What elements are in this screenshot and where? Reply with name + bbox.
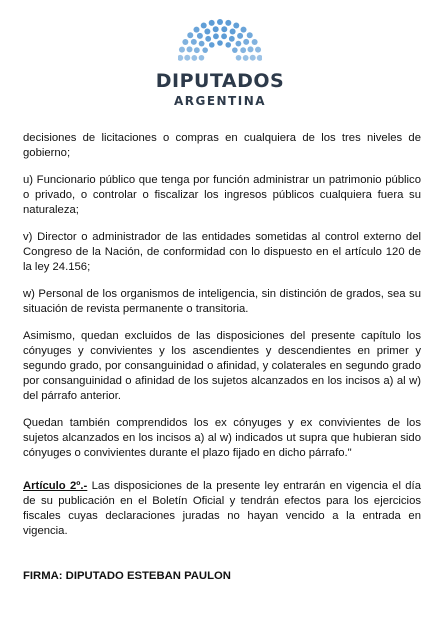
document-body [23, 131, 421, 596]
paragraph: decisiones de licitaciones o compras en cualquiera de los tres niveles de gobierno; [23, 132, 421, 159]
paragraph: w) Personal de los organismos de inteligencia, sin distinción de grados, sea su situación de revista permanente o transitoria. [23, 288, 421, 315]
paragraph: Asimismo, quedan excluidos de las disposiciones del presente capítulo los cónyuges y convivientes y los ascendientes y descendientes en primer y segundo grado, por consanguinidad o afinidad, y colaterales en segundo grado por consanguinidad o afinidad de los sujetos alcanzados en los incisos a) al w) del párrafo anterior. [23, 330, 421, 402]
paragraph: Quedan también comprendidos los ex cónyuges y ex convivientes de los sujetos alcanzados en los incisos a) al w) indicados ut supra que hubieran sido cónyuges o convivientes durante el plazo fijado en dicho párrafo." [23, 417, 421, 459]
logo-subtitle: ARGENTINA [173, 94, 267, 108]
article-text: Las disposiciones de la presente ley entrarán en vigencia el día de su publicación en el Boletín Oficial y tendrán efectos para los ejercicios fiscales cuyas declaraciones juradas no hayan vencido a la entrada en vigencia. [23, 480, 421, 537]
hemicycle-icon [178, 16, 262, 64]
logo-title: DIPUTADOS [155, 70, 285, 92]
article-2 [23, 479, 421, 539]
chamber-logo [0, 4, 440, 114]
paragraph: u) Funcionario público que tenga por función administrar un patrimonio público o privado, o controlar o fiscalizar los ingresos públicos cualquiera fuera su naturaleza; [23, 174, 421, 216]
signature: FIRMA: DIPUTADO ESTEBAN PAULON [23, 570, 231, 582]
article-label: Artículo 2º.- [23, 480, 88, 492]
paragraph: v) Director o administrador de las entidades sometidas al control externo del Congreso de la Nación, de conformidad con lo dispuesto en el artículo 120 de la ley 24.156; [23, 231, 421, 273]
